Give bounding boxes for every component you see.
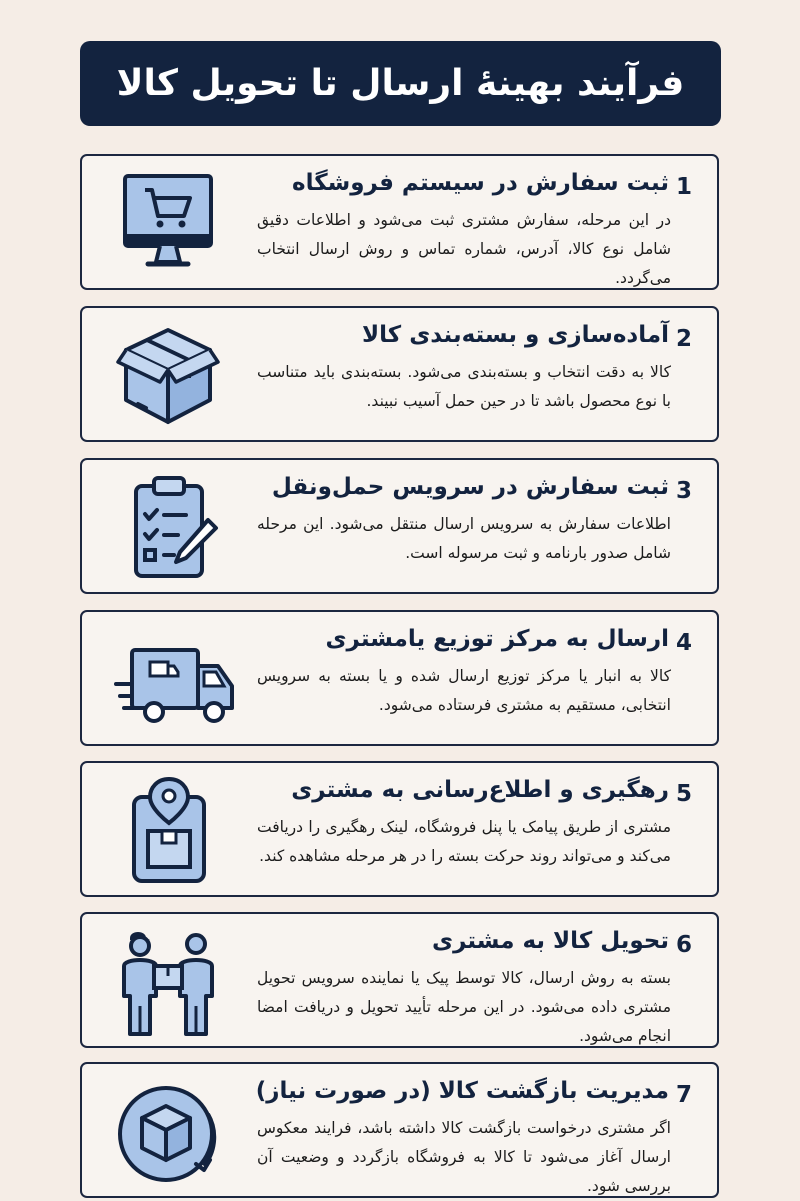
step-number: 2 (675, 326, 692, 352)
tracking-location-icon (112, 775, 224, 887)
step-card-6 (80, 912, 719, 1048)
step-description: در این مرحله، سفارش مشتری ثبت می‌شود و اطلاعات دقیق شامل نوع کالا، آدرس، شماره تماس و روش ارسال انتخاب می‌گردد. (257, 211, 671, 287)
step-number: 5 (675, 781, 692, 807)
package-box-icon (112, 320, 224, 432)
step-title: ثبت سفارش در سرویس حمل‌ونقل (271, 474, 669, 500)
page-title: فرآیند بهینهٔ ارسال تا تحویل کالا (116, 63, 685, 104)
step-number: 4 (675, 630, 692, 656)
return-cycle-box-icon (112, 1076, 224, 1188)
step-number: 7 (675, 1082, 692, 1108)
step-description: اطلاعات سفارش به سرویس ارسال منتقل می‌شود. این مرحله شامل صدور بارنامه و ثبت مرسوله است. (257, 515, 671, 562)
step-description: بسته به روش ارسال، کالا توسط پیک یا نماینده سرویس تحویل مشتری داده می‌شود. در این مرحله تأیید تحویل و دریافت امضا انجام می‌شود. (257, 969, 671, 1045)
step-card-2 (80, 306, 719, 442)
step-number: 3 (675, 478, 692, 504)
step-title: آماده‌سازی و بسته‌بندی کالا (362, 322, 669, 348)
step-title: ارسال به مرکز توزیع یامشتری (325, 626, 669, 652)
step-description: اگر مشتری درخواست بازگشت کالا داشته باشد، فرایند معکوس ارسال آغاز می‌شود تا کالا به فروشگاه بازگردد و وضعیت آن بررسی شود. (257, 1119, 671, 1195)
step-title: رهگیری و اطلاع‌رسانی به مشتری (291, 777, 669, 803)
step-title: تحویل کالا به مشتری (432, 928, 669, 954)
step-card-4 (80, 610, 719, 746)
clipboard-checklist-icon (112, 472, 224, 584)
step-description: کالا به دقت انتخاب و بسته‌بندی می‌شود. بسته‌بندی باید متناسب با نوع محصول باشد تا در حین حمل آسیب نبیند. (257, 363, 671, 410)
step-card-1 (80, 154, 719, 290)
step-card-7 (80, 1062, 719, 1198)
computer-cart-icon (112, 168, 224, 280)
step-title: ثبت سفارش در سیستم فروشگاه (292, 170, 669, 196)
step-title: مدیریت بازگشت کالا (در صورت نیاز) (255, 1078, 669, 1104)
step-card-5 (80, 761, 719, 897)
step-description: مشتری از طریق پیامک یا پنل فروشگاه، لینک رهگیری را دریافت می‌کند و می‌تواند روند حرکت بسته را در هر مرحله مشاهده کند. (257, 818, 671, 865)
step-card-3 (80, 458, 719, 594)
page-header (80, 41, 721, 126)
step-description: کالا به انبار یا مرکز توزیع ارسال شده و یا بسته به سرویس انتخابی، مستقیم به مشتری فرستاده می‌شود. (257, 667, 671, 714)
handover-people-icon (112, 926, 224, 1038)
step-number: 1 (675, 174, 692, 200)
step-number: 6 (675, 932, 692, 958)
